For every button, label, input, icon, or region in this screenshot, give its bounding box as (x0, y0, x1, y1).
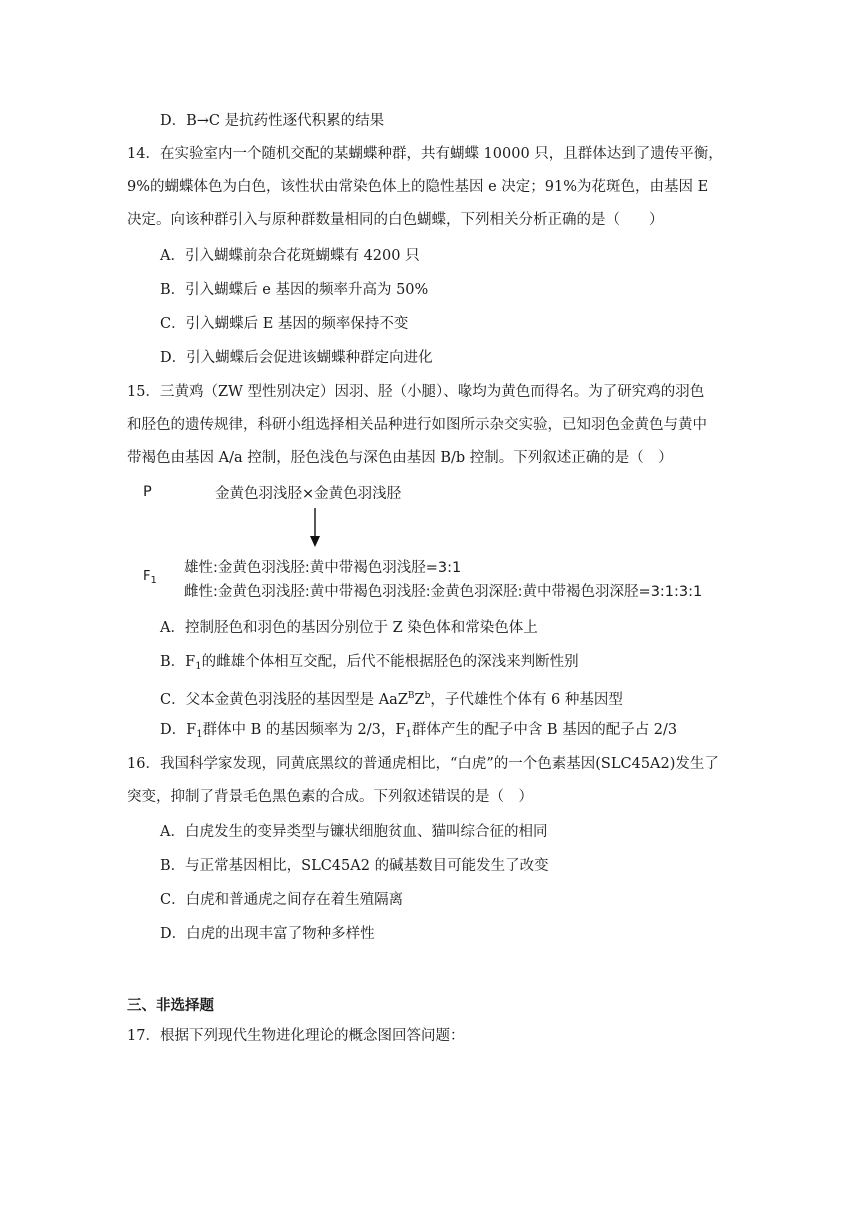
q16-option-a: A．白虎发生的变异类型与镰状细胞贫血、猫叫综合征的相同 (160, 824, 548, 840)
q15-option-a: A．控制胫色和羽色的基因分别位于 Z 染色体和常染色体上 (160, 620, 538, 636)
section-title: 三、非选择题 (127, 997, 214, 1014)
down-arrow-icon (308, 508, 322, 548)
f1-generation-label: $F_1$ (143, 569, 157, 586)
q16-option-b: B．与正常基因相比，SLC45A2 的碱基数目可能发生了改变 (160, 858, 549, 874)
q14-option-d: D．引入蝴蝶后会促进该蝴蝶种群定向进化 (160, 350, 433, 366)
parental-cross: 金黄色羽浅胫×金黄色羽浅胫 (215, 486, 402, 502)
q16-option-d: D．白虎的出现丰富了物种多样性 (160, 926, 375, 942)
q15-stem-line3: 带褐色由基因 A/a 控制，胫色浅色与深色由基因 B/b 控制。下列叙述正确的是（ ） (127, 450, 673, 466)
q14-stem-line1: 14．在实验室内一个随机交配的某蝴蝶种群，共有蝴蝶 10000 只，且群体达到了遗传平衡， (127, 146, 723, 162)
q14-option-a: A．引入蝴蝶前杂合花斑蝴蝶有 4200 只 (160, 248, 420, 264)
q15-stem-line2: 和胫色的遗传规律，科研小组选择相关品种进行如图所示杂交实验，已知羽色金黄色与黄中 (127, 417, 707, 433)
p-generation-label: P (143, 484, 152, 500)
q14-stem-line2: 9%的蝴蝶体色为白色，该性状由常染色体上的隐性基因 e 决定；91%为花斑色，由基因 E (127, 179, 709, 195)
q13-option-d: D．B→C 是抗药性逐代积累的结果 (160, 113, 385, 129)
q15-option-b: B．$F_1$的雌雄个体相互交配，后代不能根据胫色的深浅来判断性别 (160, 654, 579, 672)
q17-stem-line1: 17．根据下列现代生物进化理论的概念图回答问题： (127, 1028, 465, 1044)
q16-stem-line1: 16．我国科学家发现，同黄底黑纹的普通虎相比，“白虎”的一个色素基因(SLC45A2)发生了 (127, 756, 719, 772)
q14-stem-line3: 决定。向该种群引入与原种群数量相同的白色蝴蝶，下列相关分析正确的是（ ） (127, 212, 664, 228)
q15-option-d: D．$F_1$群体中 B 的基因频率为 2/3，$F_1$群体产生的配子中含 B 基因的配子占 2/3 (160, 722, 678, 740)
q15-option-c: C．父本金黄色羽浅胫的基因型是 $AaZ^BZ^b$，子代雄性个体有 6 种基因型 (160, 691, 623, 708)
f1-female-ratio: 雌性:金黄色羽浅胫:黄中带褐色羽浅胫:金黄色羽深胫:黄中带褐色羽深胫=3:1:3:1 (184, 584, 703, 600)
q14-option-c: C．引入蝴蝶后 E 基因的频率保持不变 (160, 316, 409, 332)
q15-stem-line1: 15．三黄鸡（ZW 型性别决定）因羽、胫（小腿）、喙均为黄色而得名。为了研究鸡的羽色 (127, 384, 705, 400)
q14-option-b: B．引入蝴蝶后 e 基因的频率升高为 50% (160, 282, 429, 298)
q16-option-c: C．白虎和普通虎之间存在着生殖隔离 (160, 892, 404, 908)
q16-stem-line2: 突变，抑制了背景毛色黑色素的合成。下列叙述错误的是（ ） (127, 789, 533, 805)
f1-male-ratio: 雄性:金黄色羽浅胫:黄中带褐色羽浅胫=3:1 (184, 560, 462, 576)
